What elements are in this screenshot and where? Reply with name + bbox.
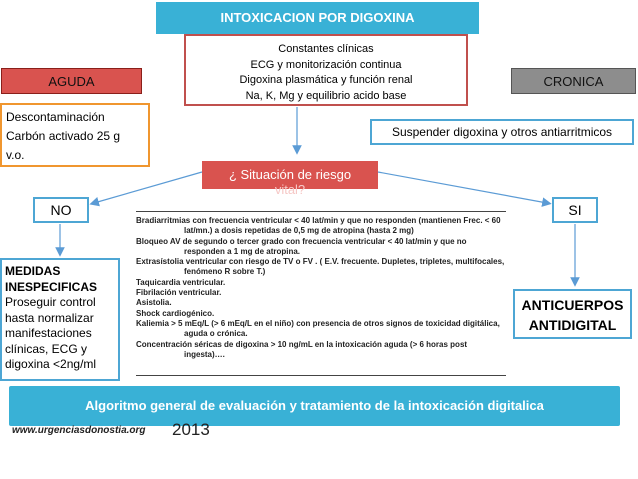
criteria-item: Bradiarritmias con frecuencia ventricular < 40 lat/min y que no responden (mantienen Frec. < 60 lat/mn.) a dosis repetidas de 0,5 mg de atropina (hasta 2 mg) bbox=[136, 216, 501, 236]
riesgo-line1: ¿ Situación de riesgo bbox=[228, 167, 352, 182]
descontaminacion-line: Descontaminación bbox=[6, 110, 105, 124]
riesgo-vital-box bbox=[202, 161, 378, 197]
medidas-heading: MEDIDAS bbox=[5, 264, 61, 278]
suspender-box: Suspender digoxina y otros antiarritmicos bbox=[370, 119, 634, 145]
assessment-line: Digoxina plasmática y función renal bbox=[239, 74, 413, 86]
descontaminacion-box bbox=[0, 103, 150, 167]
year-label: 2013 bbox=[172, 420, 210, 439]
anticuerpos-line1: ANTICUERPOS bbox=[521, 297, 624, 313]
cronica-box: CRONICA bbox=[511, 68, 636, 94]
assessment-line: Constantes clínicas bbox=[278, 43, 374, 55]
medidas-line: manifestaciones bbox=[5, 326, 92, 340]
arrow-riesgo-to-no bbox=[94, 172, 202, 203]
aguda-box: AGUDA bbox=[1, 68, 142, 94]
criteria-item: Fibrilación ventricular. bbox=[136, 288, 222, 298]
medidas-line: hasta normalizar bbox=[5, 310, 94, 325]
medidas-line: digoxina <2ng/ml bbox=[5, 357, 97, 371]
criteria-item: Shock cardiogénico. bbox=[136, 308, 215, 318]
si-box: SI bbox=[552, 197, 598, 223]
anticuerpos-box bbox=[513, 289, 632, 339]
initial-assessment-box bbox=[184, 34, 468, 106]
footer-banner: Algoritmo general de evaluación y tratamiento de la intoxicación digitalica bbox=[9, 386, 620, 426]
medidas-line: Proseguir control bbox=[5, 295, 96, 309]
criteria-item: Taquicardia ventricular. bbox=[136, 277, 226, 287]
medidas-inespecificas-box bbox=[0, 258, 120, 381]
criteria-item: Concentración séricas de digoxina > 10 ng/mL en la intoxicación aguda (> 6 horas post ingesta)…. bbox=[136, 339, 468, 359]
descontaminacion-line: v.o. bbox=[6, 148, 25, 162]
website-link[interactable]: www.urgenciasdonostia.org bbox=[12, 425, 146, 436]
criteria-item: Asistolia. bbox=[136, 298, 172, 308]
criteria-item: Extrasístolia ventricular con riesgo de TV o FV . ( E.V. frecuente. Dupletes, tripletes, multifocales, fenómeno R sobre T.) bbox=[136, 257, 505, 277]
anticuerpos-line2: ANTIDIGITAL bbox=[528, 317, 617, 333]
page-title: INTOXICACION POR DIGOXINA bbox=[156, 2, 479, 34]
medidas-heading: INESPECIFICAS bbox=[5, 279, 98, 294]
criteria-item: Kaliemia > 5 mEq/L (> 6 mEq/L en el niño) con presencia de otros signos de toxicidad digitálica, aguda o crónica. bbox=[136, 318, 500, 339]
criteria-list bbox=[136, 211, 506, 376]
arrow-riesgo-to-si bbox=[378, 172, 547, 203]
medidas-line: clínicas, ECG y bbox=[5, 341, 88, 356]
criteria-item: Bloqueo AV de segundo o tercer grado con frecuencia ventricular < 40 lat/min y que no responden a 1 mg de atropina. bbox=[136, 236, 467, 256]
assessment-line: ECG y monitorización continua bbox=[250, 58, 402, 71]
assessment-line: Na, K, Mg y equilibrio acido base bbox=[245, 89, 407, 102]
no-box: NO bbox=[33, 197, 89, 223]
riesgo-line2: vital? bbox=[274, 182, 306, 197]
descontaminacion-line: Carbón activado 25 g bbox=[6, 129, 121, 143]
